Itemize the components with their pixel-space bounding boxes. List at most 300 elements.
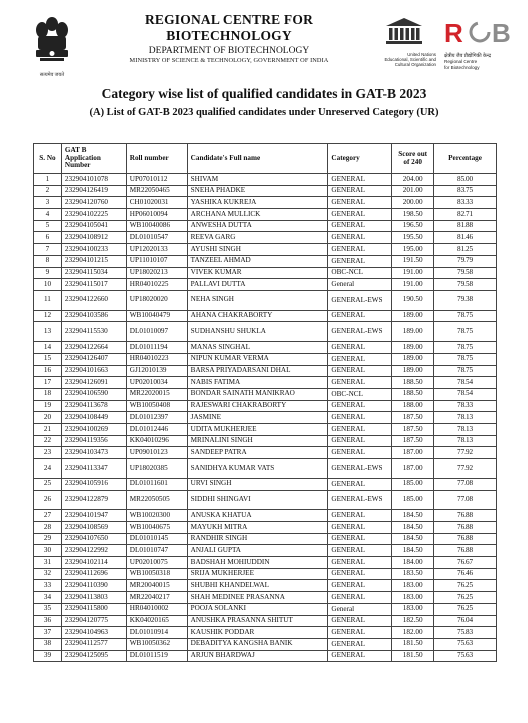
cell-percentage: 83.75 [434,185,497,197]
cell-application-number: 232904106590 [61,388,126,400]
ministry-name: MINISTRY OF SCIENCE & TECHNOLOGY, GOVERNMENT OF INDIA [129,57,329,64]
rcb-logo-block [440,12,520,74]
cell-candidate-name: TANZEEL AHMAD [187,255,328,267]
cell-score: 185.00 [392,478,434,490]
cell-percentage: 79.38 [434,290,497,310]
table-row [34,478,497,490]
cell-candidate-name: ANUSKA KHATUA [187,510,328,522]
header-sno: S. No [34,144,62,174]
cell-score: 188.50 [392,388,434,400]
cell-percentage: 78.33 [434,400,497,412]
header-percentage: Percentage [434,144,497,174]
cell-category: GENERAL [328,638,392,650]
table-row [34,615,497,627]
cell-sno: 29 [34,533,62,545]
cell-candidate-name: YASHIKA KUKREJA [187,197,328,209]
cell-application-number: 232904110390 [61,580,126,592]
cell-candidate-name: PALLAVI DUTTA [187,279,328,291]
cell-application-number: 232904112577 [61,638,126,650]
cell-candidate-name: SANDEEP PATRA [187,447,328,459]
cell-percentage: 85.00 [434,174,497,186]
cell-percentage: 78.54 [434,377,497,389]
cell-application-number: 232904115017 [61,279,126,291]
cell-candidate-name: AYUSHI SINGH [187,244,328,256]
cell-application-number: 232904100233 [61,244,126,256]
cell-candidate-name: NIPUN KUMAR VERMA [187,353,328,365]
cell-roll-number: UP02010075 [126,557,187,569]
cell-score: 181.50 [392,650,434,662]
cell-category: GENERAL [328,580,392,592]
cell-score: 184.50 [392,522,434,534]
cell-percentage: 78.75 [434,353,497,365]
cell-application-number: 232904101078 [61,174,126,186]
cell-percentage: 78.75 [434,342,497,354]
cell-score: 196.50 [392,220,434,232]
cell-percentage: 77.92 [434,459,497,479]
cell-roll-number: UP09010123 [126,447,187,459]
cell-percentage: 75.83 [434,627,497,639]
table-row [34,533,497,545]
cell-application-number: 232904105041 [61,220,126,232]
cell-sno: 19 [34,400,62,412]
cell-roll-number: DL01010914 [126,627,187,639]
cell-percentage: 77.92 [434,447,497,459]
cell-application-number: 232904103586 [61,310,126,322]
cell-percentage: 77.08 [434,490,497,510]
cell-score: 184.50 [392,533,434,545]
cell-sno: 25 [34,478,62,490]
cell-score: 182.50 [392,615,434,627]
cell-application-number: 232904112696 [61,568,126,580]
header-candidate-name: Candidate's Full name [187,144,328,174]
cell-roll-number: HR04010002 [126,603,187,615]
cell-roll-number: WB10040479 [126,310,187,322]
rcb-logo-icon [440,12,520,52]
cell-application-number: 232904122992 [61,545,126,557]
cell-score: 189.00 [392,342,434,354]
cell-application-number: 232904101663 [61,365,126,377]
cell-score: 187.50 [392,423,434,435]
cell-sno: 5 [34,220,62,232]
cell-candidate-name: JASMINE [187,412,328,424]
cell-candidate-name: MAYUKH MITRA [187,522,328,534]
cell-application-number: 232904125095 [61,650,126,662]
cell-score: 201.00 [392,185,434,197]
cell-candidate-name: REEVA GARG [187,232,328,244]
cell-candidate-name: UDITA MUKHERJEE [187,423,328,435]
cell-roll-number: KK04020165 [126,615,187,627]
cell-application-number: 232904107650 [61,533,126,545]
cell-category: OBC-NCL [328,267,392,279]
cell-roll-number: MR20040015 [126,580,187,592]
cell-percentage: 79.79 [434,255,497,267]
table-row [34,197,497,209]
cell-category: GENERAL-EWS [328,490,392,510]
cell-score: 198.50 [392,209,434,221]
table-row [34,255,497,267]
cell-score: 200.00 [392,197,434,209]
cell-score: 187.00 [392,459,434,479]
table-row [34,447,497,459]
cell-sno: 33 [34,580,62,592]
cell-application-number: 232904126091 [61,377,126,389]
cell-score: 195.00 [392,244,434,256]
cell-score: 187.50 [392,412,434,424]
cell-application-number: 232904122660 [61,290,126,310]
cell-sno: 18 [34,388,62,400]
cell-application-number: 232904113803 [61,592,126,604]
cell-sno: 8 [34,255,62,267]
table-row [34,174,497,186]
cell-percentage: 78.13 [434,435,497,447]
cell-roll-number: UP11010107 [126,255,187,267]
table-row [34,603,497,615]
cell-percentage: 81.46 [434,232,497,244]
cell-sno: 10 [34,279,62,291]
cell-application-number: 232904108912 [61,232,126,244]
table-row [34,545,497,557]
unesco-block [372,12,436,74]
organization-block [84,12,374,64]
cell-percentage: 76.46 [434,568,497,580]
cell-roll-number: UP12020133 [126,244,187,256]
cell-category: GENERAL [328,615,392,627]
cell-candidate-name: URVI SINGH [187,478,328,490]
cell-score: 189.00 [392,310,434,322]
cell-category: GENERAL [328,545,392,557]
table-row [34,388,497,400]
header-roll-number: Roll number [126,144,187,174]
table-row [34,342,497,354]
cell-score: 204.00 [392,174,434,186]
cell-sno: 11 [34,290,62,310]
cell-percentage: 78.54 [434,388,497,400]
cell-application-number: 232904108449 [61,412,126,424]
cell-roll-number: DL01011601 [126,478,187,490]
cell-roll-number: DL01010145 [126,533,187,545]
cell-roll-number: WB10050318 [126,568,187,580]
cell-category: GENERAL [328,533,392,545]
emblem-caption: सत्यमेव जयते [39,73,65,78]
cell-roll-number: MR22050505 [126,490,187,510]
cell-sno: 21 [34,423,62,435]
cell-category: General [328,279,392,291]
cell-roll-number: WB10020300 [126,510,187,522]
cell-candidate-name: NABIS FATIMA [187,377,328,389]
cell-application-number: 232904115800 [61,603,126,615]
cell-score: 191.00 [392,267,434,279]
cell-candidate-name: SHIVAM [187,174,328,186]
cell-sno: 6 [34,232,62,244]
table-row [34,400,497,412]
cell-sno: 22 [34,435,62,447]
cell-category: GENERAL [328,557,392,569]
cell-score: 183.50 [392,568,434,580]
cell-category: GENERAL [328,342,392,354]
cell-application-number: 232904119356 [61,435,126,447]
cell-percentage: 83.33 [434,197,497,209]
cell-candidate-name: VIVEK KUMAR [187,267,328,279]
cell-category: GENERAL [328,627,392,639]
document-subtitle: (A) List of GAT-B 2023 qualified candidates under Unreserved Category (UR) [89,107,439,118]
cell-candidate-name: ARJUN BHARDWAJ [187,650,328,662]
table-row [34,638,497,650]
cell-percentage: 76.04 [434,615,497,627]
cell-sno: 17 [34,377,62,389]
cell-score: 184.50 [392,510,434,522]
table-row [34,592,497,604]
table-row [34,557,497,569]
cell-roll-number: HR04010223 [126,353,187,365]
cell-sno: 32 [34,568,62,580]
table-row [34,580,497,592]
cell-category: GENERAL [328,377,392,389]
cell-sno: 16 [34,365,62,377]
table-row [34,322,497,342]
cell-percentage: 76.25 [434,603,497,615]
cell-category: GENERAL [328,522,392,534]
cell-score: 188.50 [392,377,434,389]
svg-text:R: R [444,18,463,48]
department-name: DEPARTMENT OF BIOTECHNOLOGY [148,46,310,56]
cell-percentage: 82.71 [434,209,497,221]
cell-roll-number: DL01011519 [126,650,187,662]
cell-sno: 39 [34,650,62,662]
cell-candidate-name: RAJESWARI CHAKRABORTY [187,400,328,412]
cell-application-number: 232904120760 [61,197,126,209]
organization-name: REGIONAL CENTRE FOR BIOTECHNOLOGY [144,12,314,43]
cell-percentage: 81.25 [434,244,497,256]
header-category: Category [328,144,392,174]
cell-roll-number: MR22050465 [126,185,187,197]
cell-percentage: 78.13 [434,412,497,424]
cell-percentage: 78.75 [434,365,497,377]
cell-percentage: 79.58 [434,279,497,291]
cell-percentage: 76.25 [434,580,497,592]
cell-candidate-name: POOJA SOLANKI [187,603,328,615]
cell-category: GENERAL [328,209,392,221]
table-row [34,290,497,310]
cell-application-number: 232904115530 [61,322,126,342]
cell-sno: 27 [34,510,62,522]
cell-score: 187.50 [392,435,434,447]
cell-percentage: 76.88 [434,522,497,534]
national-emblem-icon [30,10,74,80]
cell-sno: 15 [34,353,62,365]
cell-percentage: 78.75 [434,310,497,322]
cell-sno: 7 [34,244,62,256]
cell-percentage: 75.63 [434,638,497,650]
cell-score: 188.00 [392,400,434,412]
cell-percentage: 76.25 [434,592,497,604]
cell-category: GENERAL [328,174,392,186]
cell-sno: 12 [34,310,62,322]
cell-sno: 9 [34,267,62,279]
cell-candidate-name: MRINALINI SINGH [187,435,328,447]
cell-roll-number: GJ12010139 [126,365,187,377]
cell-score: 190.50 [392,290,434,310]
cell-roll-number: MR22020015 [126,388,187,400]
cell-category: GENERAL [328,310,392,322]
cell-application-number: 232904108569 [61,522,126,534]
cell-sno: 31 [34,557,62,569]
cell-candidate-name: NEHA SINGH [187,290,328,310]
cell-roll-number: WB10050408 [126,400,187,412]
cell-application-number: 232904113347 [61,459,126,479]
cell-candidate-name: DEBADITYA KANGSHA BANIK [187,638,328,650]
table-row [34,267,497,279]
cell-category: GENERAL-EWS [328,290,392,310]
cell-roll-number: KK04010296 [126,435,187,447]
cell-candidate-name: SNEHA PHADKE [187,185,328,197]
cell-candidate-name: BADSHAH MOHIUDDIN [187,557,328,569]
cell-category: GENERAL-EWS [328,322,392,342]
document-header [0,0,528,82]
table-row [34,522,497,534]
table-row [34,365,497,377]
cell-roll-number: DL01010097 [126,322,187,342]
rcb-caption: क्षेत्रीय जैव प्रौद्योगिकी केन्द्र Regional Centre for Biotechnology [444,53,492,70]
document-title: Category wise list of qualified candidates in GAT-B 2023 [101,86,427,101]
table-header-row [34,144,497,174]
svg-text:B: B [492,18,511,48]
cell-category: GENERAL [328,244,392,256]
cell-roll-number: UP02010034 [126,377,187,389]
cell-candidate-name: AHANA CHAKRABORTY [187,310,328,322]
cell-category: GENERAL [328,220,392,232]
cell-candidate-name: ANWESHA DUTTA [187,220,328,232]
cell-roll-number: DL01012397 [126,412,187,424]
cell-sno: 14 [34,342,62,354]
cell-sno: 37 [34,627,62,639]
cell-category: GENERAL [328,255,392,267]
cell-roll-number: MR22040217 [126,592,187,604]
cell-score: 183.00 [392,580,434,592]
cell-candidate-name: SUDHANSHU SHUKLA [187,322,328,342]
table-row [34,209,497,221]
header-application-number: GAT B Application Number [61,144,126,174]
cell-roll-number: UP18020213 [126,267,187,279]
table-row [34,310,497,322]
cell-score: 189.00 [392,365,434,377]
cell-application-number: 232904120775 [61,615,126,627]
cell-sno: 26 [34,490,62,510]
cell-percentage: 78.75 [434,322,497,342]
cell-application-number: 232904104963 [61,627,126,639]
cell-application-number: 232904101947 [61,510,126,522]
table-row [34,435,497,447]
cell-application-number: 232904115034 [61,267,126,279]
cell-score: 191.00 [392,279,434,291]
cell-candidate-name: ANJALI GUPTA [187,545,328,557]
table-row [34,490,497,510]
cell-roll-number: UP18020385 [126,459,187,479]
cell-sno: 35 [34,603,62,615]
cell-category: GENERAL [328,185,392,197]
cell-category: GENERAL [328,447,392,459]
cell-category: GENERAL [328,510,392,522]
cell-sno: 23 [34,447,62,459]
cell-application-number: 232904103473 [61,447,126,459]
cell-sno: 13 [34,322,62,342]
table-row [34,244,497,256]
cell-candidate-name: MANAS SINGHAL [187,342,328,354]
cell-roll-number: HP06010094 [126,209,187,221]
cell-percentage: 79.58 [434,267,497,279]
cell-roll-number: UP18020020 [126,290,187,310]
table-row [34,627,497,639]
cell-roll-number: DL01010747 [126,545,187,557]
cell-sno: 28 [34,522,62,534]
cell-category: GENERAL [328,353,392,365]
cell-percentage: 77.08 [434,478,497,490]
cell-category: GENERAL [328,423,392,435]
cell-percentage: 76.67 [434,557,497,569]
cell-application-number: 232904126407 [61,353,126,365]
cell-sno: 30 [34,545,62,557]
cell-score: 185.00 [392,490,434,510]
cell-roll-number: WB10040086 [126,220,187,232]
table-row [34,510,497,522]
table-row [34,220,497,232]
table-row [34,353,497,365]
cell-candidate-name: SRIJA MUKHERJEE [187,568,328,580]
cell-percentage: 75.63 [434,650,497,662]
unesco-logo-icon [384,16,424,46]
cell-category: GENERAL [328,400,392,412]
cell-roll-number: UP07010112 [126,174,187,186]
cell-category: GENERAL [328,568,392,580]
cell-sno: 34 [34,592,62,604]
cell-sno: 38 [34,638,62,650]
cell-percentage: 76.88 [434,533,497,545]
cell-candidate-name: ANUSHKA PRASANNA SHITUT [187,615,328,627]
header-score: Score out of 240 [392,144,434,174]
cell-category: GENERAL [328,412,392,424]
cell-roll-number: DL01011194 [126,342,187,354]
cell-score: 195.50 [392,232,434,244]
cell-roll-number: WB10040675 [126,522,187,534]
cell-sno: 1 [34,174,62,186]
cell-candidate-name: KAUSHIK PODDAR [187,627,328,639]
cell-roll-number: HR04010225 [126,279,187,291]
cell-application-number: 232904126419 [61,185,126,197]
cell-score: 181.50 [392,638,434,650]
cell-category: GENERAL [328,365,392,377]
cell-score: 183.00 [392,603,434,615]
cell-candidate-name: SIDDHI SHINGAVI [187,490,328,510]
cell-candidate-name: SANIDHYA KUMAR VATS [187,459,328,479]
cell-application-number: 232904100269 [61,423,126,435]
table-row [34,412,497,424]
cell-score: 184.00 [392,557,434,569]
cell-roll-number: CH01020031 [126,197,187,209]
table-row [34,459,497,479]
cell-category: GENERAL [328,478,392,490]
table-row [34,185,497,197]
cell-category: GENERAL [328,197,392,209]
cell-application-number: 232904105916 [61,478,126,490]
qualified-candidates-table [33,143,497,662]
cell-candidate-name: RANDHIR SINGH [187,533,328,545]
cell-percentage: 78.13 [434,423,497,435]
cell-application-number: 232904113678 [61,400,126,412]
cell-candidate-name: SHAH MEDINEE PRASANNA [187,592,328,604]
cell-candidate-name: BARSA PRIYADARSANI DHAL [187,365,328,377]
cell-application-number: 232904122879 [61,490,126,510]
table-row [34,423,497,435]
cell-application-number: 232904102225 [61,209,126,221]
